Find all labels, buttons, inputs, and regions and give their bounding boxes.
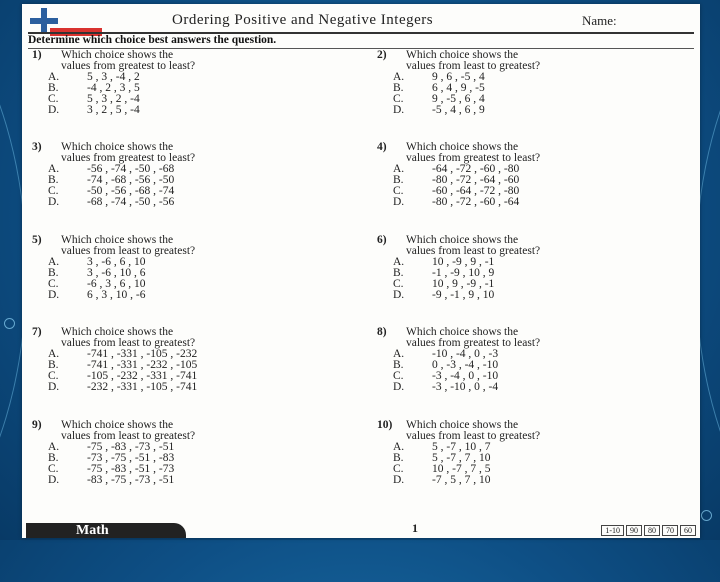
question-text: values from least to greatest? xyxy=(406,430,541,442)
answer-choice[interactable] xyxy=(32,290,352,301)
question-number: 3) xyxy=(32,141,42,153)
score-box xyxy=(599,525,696,536)
choice-value: -64 , -72 , -60 , -80 xyxy=(432,163,520,175)
choice-letter: D. xyxy=(48,289,60,301)
question-prompt-line2 xyxy=(377,153,697,164)
answer-choice[interactable] xyxy=(377,290,697,301)
background-dot xyxy=(4,318,15,329)
question-block xyxy=(377,50,697,116)
choice-letter: D. xyxy=(393,474,405,486)
score-cell: 60 xyxy=(680,525,696,536)
worksheet-title: Ordering Positive and Negative Integers xyxy=(172,12,434,28)
question-text: values from least to greatest? xyxy=(61,430,196,442)
question-block xyxy=(377,235,697,301)
name-label: Name: xyxy=(582,13,617,28)
choice-value: 5 , -7 , 7 , 10 xyxy=(432,452,491,464)
question-text: Which choice shows the xyxy=(406,234,519,246)
answer-choice[interactable] xyxy=(32,94,352,105)
question-text: Which choice shows the xyxy=(61,326,174,338)
choice-letter: D. xyxy=(48,474,60,486)
answer-choice[interactable] xyxy=(32,186,352,197)
choice-value: 10 , -7 , 7 , 5 xyxy=(432,463,491,475)
instructions: Determine which choice best answers the question. xyxy=(28,34,277,46)
choice-value: -741 , -331 , -105 , -232 xyxy=(87,348,198,360)
question-text: values from least to greatest? xyxy=(406,60,541,72)
question-text: values from greatest to least? xyxy=(406,152,541,164)
choice-value: -9 , -1 , 9 , 10 xyxy=(432,289,495,301)
answer-choice[interactable] xyxy=(32,464,352,475)
choice-letter: B. xyxy=(393,267,404,279)
choice-letter: D. xyxy=(48,196,60,208)
choice-value: -5 , 4 , 6 , 9 xyxy=(432,104,485,116)
choice-letter: A. xyxy=(393,71,405,83)
question-prompt-line2 xyxy=(377,246,697,257)
answer-choice[interactable] xyxy=(32,279,352,290)
choice-letter: D. xyxy=(393,289,405,301)
answer-choice[interactable] xyxy=(377,475,697,486)
question-text: Which choice shows the xyxy=(61,419,174,431)
worksheet-page xyxy=(22,4,700,538)
answer-choice[interactable] xyxy=(377,360,697,371)
choice-value: -1 , -9 , 10 , 9 xyxy=(432,267,495,279)
question-block xyxy=(32,142,352,208)
answer-choice[interactable] xyxy=(32,105,352,116)
choice-value: 3 , 2 , 5 , -4 xyxy=(87,104,140,116)
question-text: Which choice shows the xyxy=(61,141,174,153)
answer-choice[interactable] xyxy=(32,475,352,486)
answer-choice[interactable] xyxy=(377,164,697,175)
question-block xyxy=(32,235,352,301)
choice-value: 5 , 3 , -4 , 2 xyxy=(87,71,140,83)
choice-value: -73 , -75 , -51 , -83 xyxy=(87,452,175,464)
choice-letter: A. xyxy=(393,256,405,268)
choice-value: -741 , -331 , -232 , -105 xyxy=(87,359,198,371)
answer-choice[interactable] xyxy=(377,382,697,393)
question-prompt-line2 xyxy=(32,246,352,257)
choice-value: 6 , 4 , 9 , -5 xyxy=(432,82,485,94)
question-text: values from greatest to least? xyxy=(406,337,541,349)
answer-choice[interactable] xyxy=(377,83,697,94)
choice-value: -83 , -75 , -73 , -51 xyxy=(87,474,175,486)
choice-letter: A. xyxy=(393,348,405,360)
choice-value: 0 , -3 , -4 , -10 xyxy=(432,359,499,371)
question-block xyxy=(377,420,697,486)
choice-letter: A. xyxy=(393,441,405,453)
question-prompt-line2 xyxy=(32,153,352,164)
choice-value: 10 , -9 , 9 , -1 xyxy=(432,256,495,268)
choice-value: -3 , -10 , 0 , -4 xyxy=(432,381,499,393)
choice-value: 5 , 3 , 2 , -4 xyxy=(87,93,140,105)
choice-letter: A. xyxy=(48,256,60,268)
choice-value: -80 , -72 , -64 , -60 xyxy=(432,174,520,186)
choice-letter: C. xyxy=(48,370,59,382)
choice-value: -75 , -83 , -51 , -73 xyxy=(87,463,175,475)
choice-value: -50 , -56 , -68 , -74 xyxy=(87,185,175,197)
choice-letter: C. xyxy=(48,185,59,197)
answer-choice[interactable] xyxy=(32,382,352,393)
answer-choice[interactable] xyxy=(377,94,697,105)
question-prompt-line2 xyxy=(377,61,697,72)
question-number: 2) xyxy=(377,49,387,61)
answer-choice[interactable] xyxy=(377,442,697,453)
question-text: values from greatest to least? xyxy=(61,60,196,72)
answer-choice[interactable] xyxy=(377,268,697,279)
question-text: values from greatest to least? xyxy=(61,152,196,164)
answer-choice[interactable] xyxy=(32,257,352,268)
question-prompt-line2 xyxy=(377,338,697,349)
choice-letter: B. xyxy=(48,359,59,371)
answer-choice[interactable] xyxy=(377,257,697,268)
answer-choice[interactable] xyxy=(32,164,352,175)
question-block xyxy=(32,420,352,486)
answer-choice[interactable] xyxy=(377,105,697,116)
choice-value: -7 , 5 , 7 , 10 xyxy=(432,474,491,486)
choice-letter: C. xyxy=(393,93,404,105)
choice-letter: B. xyxy=(393,174,404,186)
choice-letter: A. xyxy=(48,441,60,453)
answer-choice[interactable] xyxy=(377,279,697,290)
question-text: Which choice shows the xyxy=(406,141,519,153)
question-text: values from least to greatest? xyxy=(61,337,196,349)
choice-letter: B. xyxy=(393,82,404,94)
choice-value: -75 , -83 , -73 , -51 xyxy=(87,441,175,453)
answer-choice[interactable] xyxy=(377,197,697,208)
choice-letter: B. xyxy=(393,359,404,371)
answer-choice[interactable] xyxy=(377,72,697,83)
question-number: 8) xyxy=(377,326,387,338)
choice-value: 9 , -5 , 6 , 4 xyxy=(432,93,485,105)
choice-letter: B. xyxy=(48,267,59,279)
question-prompt-line2 xyxy=(32,61,352,72)
question-text: values from least to greatest? xyxy=(406,245,541,257)
question-block xyxy=(32,327,352,393)
choice-letter: D. xyxy=(393,104,405,116)
choice-value: 9 , 6 , -5 , 4 xyxy=(432,71,485,83)
choice-letter: D. xyxy=(48,104,60,116)
page-number: 1 xyxy=(412,521,418,535)
answer-choice[interactable] xyxy=(377,371,697,382)
answer-choice[interactable] xyxy=(32,197,352,208)
choice-letter: B. xyxy=(48,174,59,186)
choice-letter: C. xyxy=(393,463,404,475)
choice-value: -3 , -4 , 0 , -10 xyxy=(432,370,499,382)
question-number: 5) xyxy=(32,234,42,246)
question-text: Which choice shows the xyxy=(406,419,519,431)
background-dot xyxy=(701,510,712,521)
question-block xyxy=(377,327,697,393)
question-number: 9) xyxy=(32,419,42,431)
choice-value: -60 , -64 , -72 , -80 xyxy=(432,185,520,197)
choice-letter: D. xyxy=(393,381,405,393)
question-block xyxy=(377,142,697,208)
choice-letter: C. xyxy=(48,278,59,290)
choice-letter: B. xyxy=(393,452,404,464)
choice-letter: A. xyxy=(393,163,405,175)
choice-value: -232 , -331 , -105 , -741 xyxy=(87,381,198,393)
worksheet-footer xyxy=(22,518,700,538)
question-prompt-line2 xyxy=(32,431,352,442)
question-number: 6) xyxy=(377,234,387,246)
question-text: Which choice shows the xyxy=(406,326,519,338)
choice-letter: C. xyxy=(393,278,404,290)
answer-choice[interactable] xyxy=(377,175,697,186)
choice-value: 3 , -6 , 6 , 10 xyxy=(87,256,146,268)
answer-choice[interactable] xyxy=(32,72,352,83)
choice-value: 6 , 3 , 10 , -6 xyxy=(87,289,146,301)
choice-letter: C. xyxy=(48,463,59,475)
question-text: Which choice shows the xyxy=(61,49,174,61)
footer-brand: Math xyxy=(26,523,186,538)
choice-value: 5 , -7 , 10 , 7 xyxy=(432,441,491,453)
question-text: Which choice shows the xyxy=(406,49,519,61)
question-number: 1) xyxy=(32,49,42,61)
choice-value: 3 , -6 , 10 , 6 xyxy=(87,267,146,279)
answer-choice[interactable] xyxy=(32,268,352,279)
choice-letter: C. xyxy=(393,185,404,197)
answer-choice[interactable] xyxy=(377,186,697,197)
question-text: Which choice shows the xyxy=(61,234,174,246)
answer-choice[interactable] xyxy=(377,349,697,360)
choice-letter: D. xyxy=(48,381,60,393)
choice-letter: A. xyxy=(48,163,60,175)
choice-letter: A. xyxy=(48,71,60,83)
answer-choice[interactable] xyxy=(32,453,352,464)
choice-value: 10 , 9 , -9 , -1 xyxy=(432,278,495,290)
score-cell: 80 xyxy=(644,525,660,536)
choice-letter: C. xyxy=(393,370,404,382)
question-block xyxy=(32,50,352,116)
choice-value: -68 , -74 , -50 , -56 xyxy=(87,196,175,208)
choice-letter: C. xyxy=(48,93,59,105)
score-cell: 90 xyxy=(626,525,642,536)
choice-value: -4 , 2 , 3 , 5 xyxy=(87,82,140,94)
score-cell: 70 xyxy=(662,525,678,536)
score-range: 1-10 xyxy=(601,525,624,536)
question-text: values from least to greatest? xyxy=(61,245,196,257)
choice-value: -80 , -72 , -60 , -64 xyxy=(432,196,520,208)
choice-value: -74 , -68 , -56 , -50 xyxy=(87,174,175,186)
question-number: 10) xyxy=(377,419,393,431)
answer-choice[interactable] xyxy=(32,175,352,186)
choice-letter: B. xyxy=(48,452,59,464)
choice-value: -10 , -4 , 0 , -3 xyxy=(432,348,499,360)
answer-choice[interactable] xyxy=(32,83,352,94)
choice-value: -6 , 3 , 6 , 10 xyxy=(87,278,146,290)
question-prompt-line2 xyxy=(377,431,697,442)
choice-value: -105 , -232 , -331 , -741 xyxy=(87,370,198,382)
answer-choice[interactable] xyxy=(32,442,352,453)
question-number: 4) xyxy=(377,141,387,153)
choice-letter: D. xyxy=(393,196,405,208)
choice-value: -56 , -74 , -50 , -68 xyxy=(87,163,175,175)
answer-choice[interactable] xyxy=(377,453,697,464)
answer-choice[interactable] xyxy=(377,464,697,475)
question-number: 7) xyxy=(32,326,42,338)
choice-letter: A. xyxy=(48,348,60,360)
choice-letter: B. xyxy=(48,82,59,94)
